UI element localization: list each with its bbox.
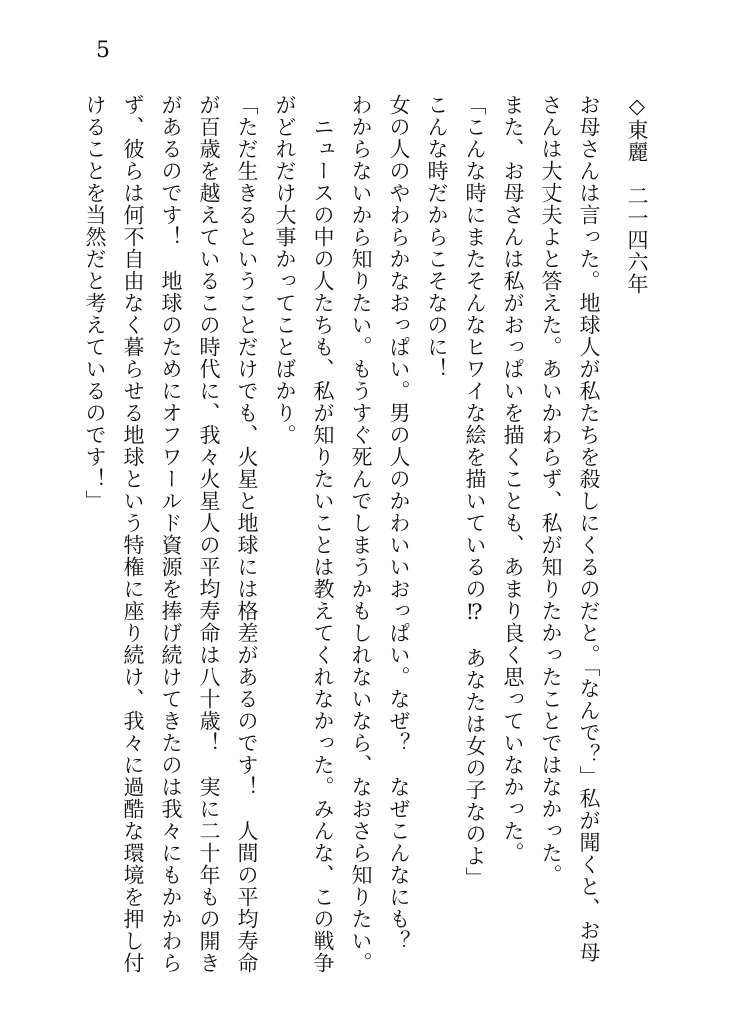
paragraph: 女の人のやわらかなおっぱい。男の人のかわいいおっぱい。なぜ？ なぜこんなにも？ わからないから知りたい。もうすぐ死んでしまうかもしれないなら、なおさら知りたい。 xyxy=(349,94,411,974)
page-number: 5 xyxy=(96,38,110,63)
paragraph: また、お母さんは私がおっぱいを描くことも、あまり良く思っていなかった。 xyxy=(501,94,525,864)
paragraph: ニュースの中の人たちも、私が知りたいことは教えてくれなかった。みんな、この戦争がどれだけ大事かってことばかり。 xyxy=(273,94,335,974)
paragraph: 「ただ生きるということだけでも、火星と地球には格差があるのです！ 人間の平均寿命が百歳を越えているこの時代に、我々火星人の平均寿命は八十歳！ 実に二十年もの開きがあるのです！ 地球のためにオフワールド資源を捧げ続けてきたのは我々にもかかわらず、彼らは何不自由なく暮らせる地球という特権に座り続け、我々に過酷な環境を押し付けることを当然だと考えているのです！」 xyxy=(83,94,259,974)
paragraph: お母さんは言った。地球人が私たちを殺しにくるのだと。「なんで？」私が聞くと、お母さんは大丈夫よと答えた。あいかわらず、私が知りたかったことではなかった。 xyxy=(539,94,601,964)
section-heading: ◇東麗 二一四六年 xyxy=(625,94,649,295)
paragraph: 「こんな時にまたそんなヒワイな絵を描いているの⁉ あなたは女の子なのよ」 xyxy=(463,94,487,889)
vertical-text-block xyxy=(83,94,656,974)
paragraph: こんな時だからこそなのに！ xyxy=(425,94,449,380)
